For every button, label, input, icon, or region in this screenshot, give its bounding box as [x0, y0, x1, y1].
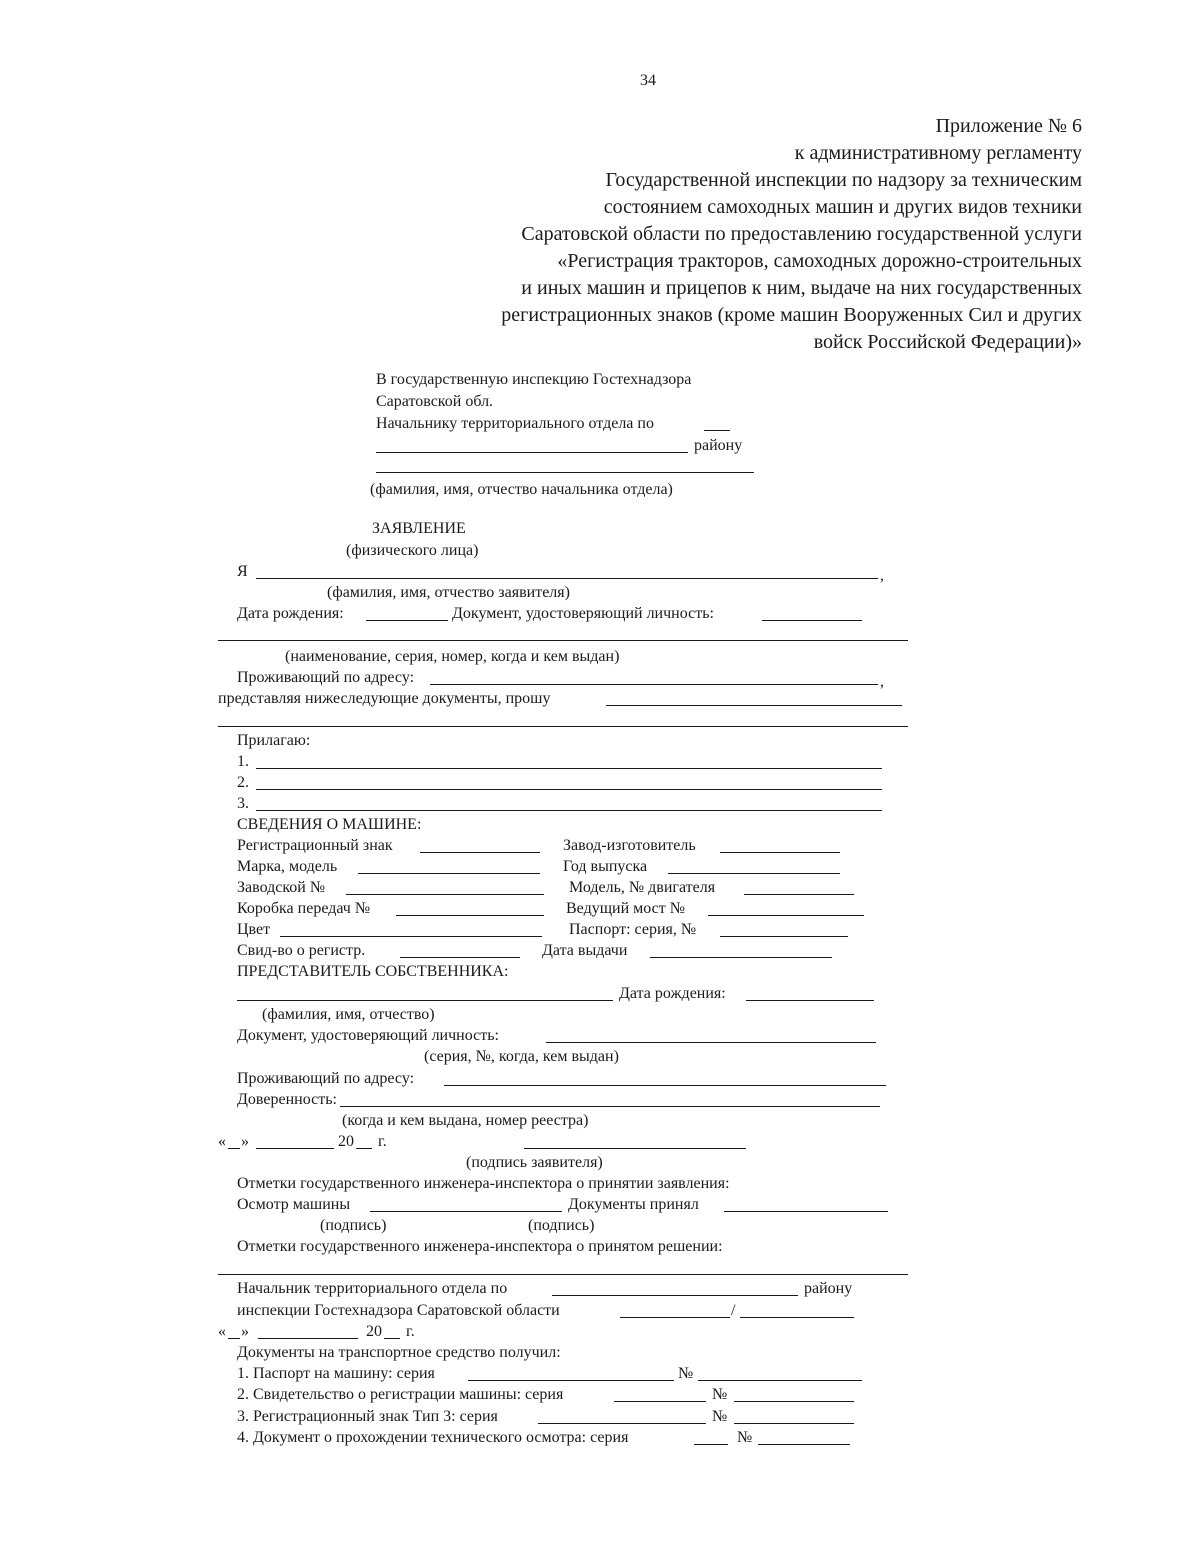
inspector-decision-label: Отметки государственного инженера-инспектора о принятом решении:	[237, 1238, 723, 1255]
birth-date-label: Дата рождения:	[237, 605, 344, 622]
received-item-reg-sign: 3. Регистрационный знак Тип 3: серия	[237, 1408, 498, 1425]
chief-name-decoded-field[interactable]	[740, 1317, 854, 1318]
make-model-field[interactable]	[358, 873, 540, 874]
year-field[interactable]	[668, 873, 840, 874]
day-field[interactable]	[228, 1148, 240, 1149]
year-suffix: г.	[406, 1323, 415, 1340]
signature-caption: (подпись)	[528, 1217, 595, 1234]
issue-date-field[interactable]	[650, 957, 832, 958]
chief-district-label: району	[804, 1280, 853, 1297]
inspection-doc-series-field[interactable]	[694, 1444, 728, 1445]
date-open-quote: «	[218, 1323, 226, 1340]
address-field[interactable]	[430, 684, 878, 685]
id-document-caption: (наименование, серия, номер, когда и кем выдан)	[285, 648, 620, 665]
passport-field[interactable]	[720, 936, 848, 937]
reg-sign-field[interactable]	[420, 852, 540, 853]
applicant-name-caption: (фамилия, имя, отчество заявителя)	[327, 584, 570, 601]
received-item-passport: 1. Паспорт на машину: серия	[237, 1365, 435, 1382]
attachment-field[interactable]	[256, 810, 882, 811]
certificate-series-field[interactable]	[614, 1401, 706, 1402]
color-label: Цвет	[237, 921, 271, 938]
chief-signature-field[interactable]	[620, 1317, 730, 1318]
power-of-attorney-field[interactable]	[340, 1106, 880, 1107]
attachment-number: 3.	[237, 795, 249, 812]
district-number-field[interactable]	[704, 430, 730, 431]
received-item-certificate: 2. Свидетельство о регистрации машины: серия	[237, 1386, 564, 1403]
date-close-quote: »	[241, 1323, 249, 1340]
reg-certificate-label: Свид-во о регистр.	[237, 942, 366, 959]
comma: ,	[880, 567, 884, 584]
decision-field[interactable]	[218, 1274, 908, 1275]
chief-inspection-label: инспекции Гостехнадзора Саратовской области	[237, 1302, 560, 1319]
representative-birth-date-label: Дата рождения:	[619, 985, 726, 1002]
factory-number-label: Заводской №	[237, 879, 326, 896]
representative-address-label: Проживающий по адресу:	[237, 1070, 415, 1087]
factory-number-field[interactable]	[346, 894, 544, 895]
attachment-field[interactable]	[256, 768, 882, 769]
issue-date-label: Дата выдачи	[542, 942, 628, 959]
representative-address-field[interactable]	[444, 1085, 886, 1086]
applicant-signature-field[interactable]	[524, 1148, 746, 1149]
gearbox-field[interactable]	[396, 915, 544, 916]
applicant-name-field[interactable]	[256, 578, 878, 579]
power-of-attorney-label: Доверенность:	[237, 1091, 337, 1108]
id-document-label: Документ, удостоверяющий личность:	[452, 605, 714, 622]
manufacturer-field[interactable]	[720, 852, 840, 853]
chief-district-field[interactable]	[552, 1295, 798, 1296]
appendix-line: регистрационных знаков (кроме машин Вооруженных Сил и других	[501, 304, 1082, 326]
inspection-doc-number-field[interactable]	[758, 1444, 850, 1445]
passport-series-field[interactable]	[468, 1380, 674, 1381]
request-field-2[interactable]	[218, 726, 908, 727]
representative-name-caption: (фамилия, имя, отчество)	[262, 1006, 435, 1023]
request-field[interactable]	[606, 705, 902, 706]
id-document-field-2[interactable]	[218, 640, 908, 641]
year-prefix: 20	[338, 1133, 354, 1150]
page-number: 34	[640, 72, 656, 89]
appendix-line: к административному регламенту	[794, 142, 1082, 164]
address-label: Проживающий по адресу:	[237, 669, 415, 686]
reg-sign-number-field[interactable]	[734, 1423, 854, 1424]
received-item-inspection-doc: 4. Документ о прохождении технического осмотра: серия	[237, 1429, 629, 1446]
inspection-signature-field[interactable]	[370, 1211, 562, 1212]
month-field[interactable]	[258, 1338, 358, 1339]
day-field[interactable]	[228, 1338, 240, 1339]
representative-id-field[interactable]	[546, 1042, 876, 1043]
applicant-signature-caption: (подпись заявителя)	[466, 1154, 603, 1171]
chief-label: Начальник территориального отдела по	[237, 1280, 508, 1297]
representative-heading: ПРЕДСТАВИТЕЛЬ СОБСТВЕННИКА:	[237, 963, 509, 980]
gearbox-label: Коробка передач №	[237, 900, 371, 917]
birth-date-field[interactable]	[366, 620, 448, 621]
representative-birth-date-field[interactable]	[746, 1000, 874, 1001]
applicant-i-label: Я	[237, 563, 248, 580]
appendix-title: Приложение № 6	[935, 115, 1082, 137]
drive-axle-label: Ведущий мост №	[566, 900, 686, 917]
statement-title: ЗАЯВЛЕНИЕ	[372, 520, 466, 537]
chief-name-field[interactable]	[376, 472, 754, 473]
manufacturer-label: Завод-изготовитель	[563, 837, 696, 854]
addressee-line: В государственную инспекцию Гостехнадзора	[376, 371, 692, 388]
make-model-label: Марка, модель	[237, 858, 338, 875]
statement-subtitle: (физического лица)	[346, 542, 479, 559]
attachment-number: 1.	[237, 753, 249, 770]
number-sign: №	[678, 1365, 694, 1382]
reg-sign-label: Регистрационный знак	[237, 837, 393, 854]
engine-field[interactable]	[744, 894, 854, 895]
appendix-line: и иных машин и прицепов к ним, выдаче на них государственных	[521, 277, 1082, 299]
engine-label: Модель, № двигателя	[569, 879, 716, 896]
slash: /	[731, 1302, 736, 1319]
appendix-line: Государственной инспекции по надзору за техническим	[605, 169, 1082, 191]
power-of-attorney-caption: (когда и кем выдана, номер реестра)	[342, 1112, 589, 1129]
date-close-quote: »	[241, 1133, 249, 1150]
year-suffix: г.	[378, 1133, 387, 1150]
addressee-line: Начальнику территориального отдела по	[376, 415, 654, 432]
year-field[interactable]	[356, 1148, 372, 1149]
month-field[interactable]	[256, 1148, 334, 1149]
attachment-field[interactable]	[256, 789, 882, 790]
year-label: Год выпуска	[563, 858, 648, 875]
received-heading: Документы на транспортное средство получил:	[237, 1344, 561, 1361]
appendix-line: «Регистрация тракторов, самоходных дорожно-строительных	[557, 250, 1082, 272]
comma: ,	[880, 673, 884, 690]
certificate-number-field[interactable]	[734, 1401, 854, 1402]
attachments-label: Прилагаю:	[237, 732, 311, 749]
appendix-line: войск Российской Федерации)»	[813, 331, 1082, 353]
district-label: району	[694, 437, 743, 454]
reg-certificate-field[interactable]	[400, 957, 520, 958]
addressee-line: Саратовской обл.	[376, 393, 494, 410]
appendix-line: состоянием самоходных машин и других видов техники	[603, 196, 1082, 218]
drive-axle-field[interactable]	[708, 915, 864, 916]
docs-accepted-label: Документы принял	[568, 1196, 699, 1213]
year-field[interactable]	[384, 1338, 400, 1339]
inspector-acceptance-label: Отметки государственного инженера-инспектора о принятии заявления:	[237, 1175, 730, 1192]
color-field[interactable]	[280, 936, 542, 937]
passport-label: Паспорт: серия, №	[569, 921, 697, 938]
representative-id-label: Документ, удостоверяющий личность:	[237, 1027, 499, 1044]
number-sign: №	[712, 1386, 728, 1403]
passport-number-field[interactable]	[698, 1380, 862, 1381]
date-open-quote: «	[218, 1133, 226, 1150]
representative-name-field[interactable]	[237, 1000, 613, 1001]
inspection-label: Осмотр машины	[237, 1196, 351, 1213]
district-name-field[interactable]	[376, 452, 688, 453]
number-sign: №	[737, 1429, 753, 1446]
year-prefix: 20	[366, 1323, 382, 1340]
id-document-field[interactable]	[762, 620, 862, 621]
representative-id-caption: (серия, №, когда, кем выдан)	[424, 1048, 619, 1065]
reg-sign-series-field[interactable]	[538, 1423, 706, 1424]
number-sign: №	[712, 1408, 728, 1425]
appendix-line: Саратовской области по предоставлению государственной услуги	[521, 223, 1082, 245]
request-label: представляя нижеследующие документы, прошу	[218, 690, 551, 707]
attachment-number: 2.	[237, 774, 249, 791]
signature-caption: (подпись)	[320, 1217, 387, 1234]
docs-accepted-signature-field[interactable]	[724, 1211, 888, 1212]
chief-name-caption: (фамилия, имя, отчество начальника отдела)	[370, 481, 673, 498]
machine-heading: СВЕДЕНИЯ О МАШИНЕ:	[237, 816, 422, 833]
